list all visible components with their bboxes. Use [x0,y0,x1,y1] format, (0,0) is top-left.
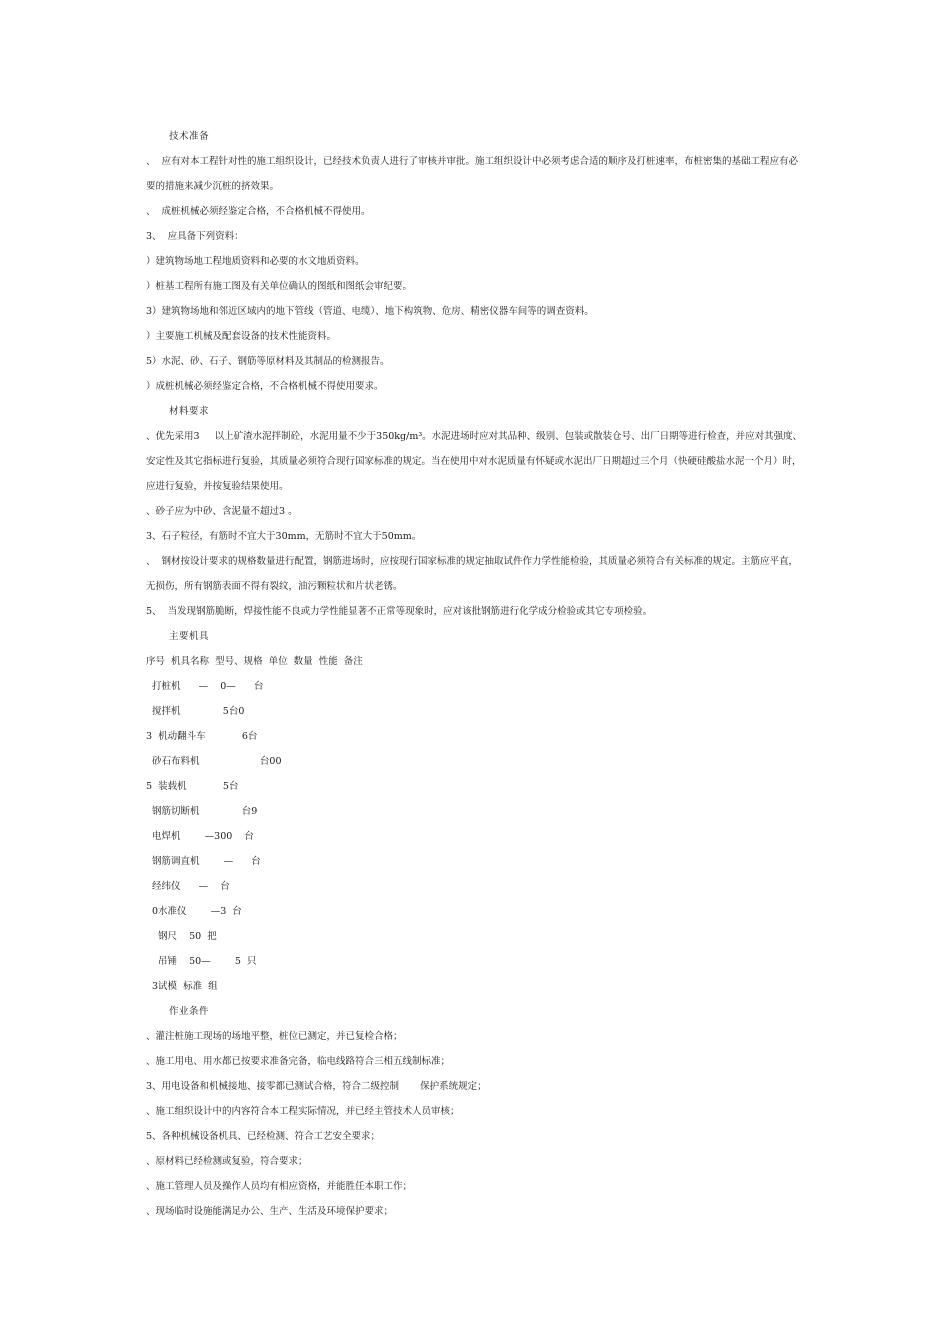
text-line: 5、各种机械设备机具、已经检测、符合工艺安全要求； [146,1131,381,1142]
machinery-row: 打桩机 — 0— 台 [152,681,264,692]
machinery-row: 钢筋切断机 台9 [152,806,258,817]
machinery-row: 经纬仪 — 台 [152,881,230,892]
text-line: 、 钢材按设计要求的规格数量进行配置，钢筋进场时，应按现行国家标准的规定抽取试件作力学性能检验，其质量必须符合有关标准的规定。主筋应平直， [146,556,799,567]
text-line: 、 应有对本工程针对性的施工组织设计，已经技术负责人进行了审核并审批。施工组织设计中必须考虑合适的顺序及打桩速率，布桩密集的基础工程应有必 [146,156,799,167]
text-line: 3、石子粒径，有筋时不宜大于30mm，无筋时不宜大于50mm。 [146,531,422,542]
machinery-row: 0水准仪 —3 台 [152,906,242,917]
text-line: 安定性及其它指标进行复验，其质量必须符合现行国家标准的规定。当在使用中对水泥质量有怀疑或水泥出厂日期超过三个月（快硬硅酸盐水泥一个月）时， [146,456,802,467]
text-line: 、施工管理人员及操作人员均有相应资格，并能胜任本职工作； [146,1181,413,1192]
section-heading-materials: 材料要求 [169,406,210,417]
text-line: 5、 当发现钢筋脆断，焊接性能不良或力学性能显著不正常等现象时，应对该批钢筋进行化学成分检验或其它专项检验。 [146,606,653,617]
text-line: 、现场临时设施能满足办公、生产、生活及环境保护要求； [146,1206,394,1217]
text-line: ）桩基工程所有施工图及有关单位确认的图纸和图纸会审纪要。 [146,281,413,292]
section-heading-conditions: 作业条件 [169,1006,210,1017]
text-line: 5）水泥、砂、石子、钢筋等原材料及其制品的检测报告。 [146,356,390,367]
text-line: 、灌注桩施工现场的场地平整，桩位已测定，并已复检合格； [146,1031,403,1042]
machinery-table-header: 序号 机具名称 型号、规格 单位 数量 性能 备注 [146,656,363,667]
machinery-row: 搅拌机 5台0 [152,706,245,717]
text-line: 3、 应具备下列资料： [146,231,244,242]
text-line: 要的措施来减少沉桩的挤效果。 [146,181,280,192]
section-heading-machinery: 主要机具 [169,631,210,642]
text-line: 、砂子应为中砂、含泥量不超过3 。 [146,506,298,517]
machinery-row: 5 装载机 5台 [146,781,239,792]
text-line: 无损伤，所有钢筋表面不得有裂纹，油污颗粒状和片状老锈。 [146,581,403,592]
text-line: 、施工用电、用水都已按要求准备完备，临电线路符合三相五线制标准； [146,1056,451,1067]
text-line: 3）建筑物场地和邻近区域内的地下管线（管道、电缆）、地下构筑物、危房、精密仪器车间等的调查资料。 [146,306,594,317]
machinery-row: 3试模 标准 组 [152,981,218,992]
machinery-row: 3 机动翻斗车 6台 [146,731,258,742]
section-heading-tech-prep: 技术准备 [169,131,210,142]
text-line: 3、用电设备和机械接地、接零都已测试合格，符合二级控制 保护系统规定； [146,1081,487,1092]
machinery-row: 钢筋调直机 — 台 [152,856,261,867]
text-line: ）主要施工机械及配套设备的技术性能资料。 [146,331,337,342]
machinery-row: 钢尺 50 把 [158,931,217,942]
text-line: ）建筑物场地工程地质资料和必要的水文地质资料。 [146,256,365,267]
text-line: 、优先采用3 以上矿渣水泥拌制砼，水泥用量不少于350kg/m³。水泥进场时应对其品种、级别、包装或散装仓号、出厂日期等进行检查，并应对其强度、 [146,431,803,442]
machinery-row: 电焊机 —300 台 [152,831,254,842]
text-line: 、 成桩机械必须经鉴定合格，不合格机械不得使用。 [146,206,371,217]
text-line: 、原材料已经检测或复验，符合要求； [146,1156,308,1167]
text-line: 、施工组织设计中的内容符合本工程实际情况，并已经主管技术人员审核； [146,1106,460,1117]
machinery-row: 吊锤 50— 5 只 [158,956,257,967]
text-line: ）成桩机械必须经鉴定合格，不合格机械不得使用要求。 [146,381,384,392]
text-line: 应进行复验，并按复验结果使用。 [146,481,289,492]
machinery-row: 砂石布料机 台00 [152,756,282,767]
